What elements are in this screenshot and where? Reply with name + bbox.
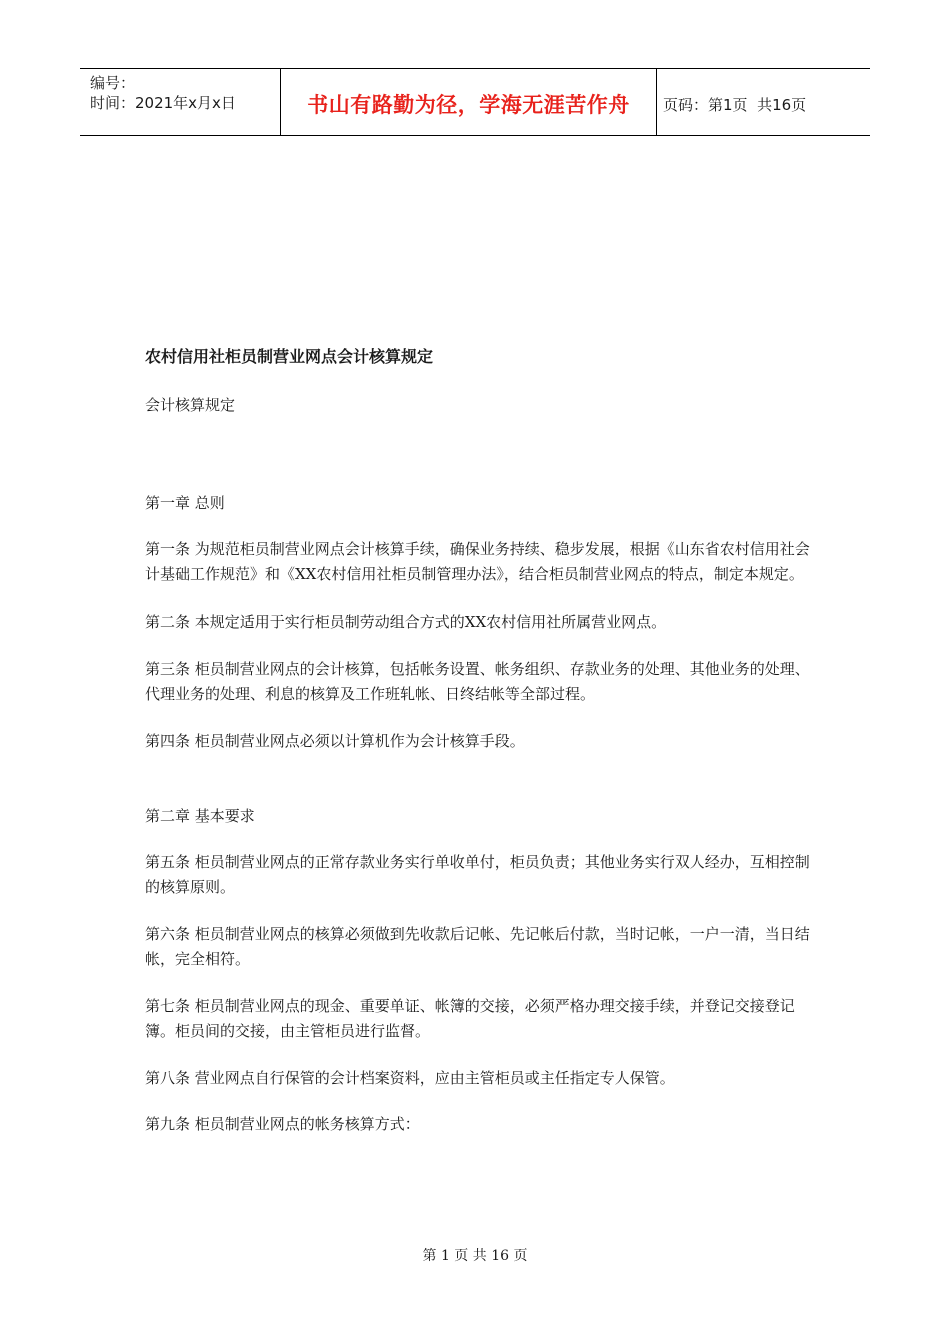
header-table bbox=[80, 68, 870, 136]
document-subtitle: 会计核算规定 bbox=[145, 396, 236, 414]
page-footer: 第 1 页 共 16 页 bbox=[422, 1248, 528, 1264]
article-paragraph: 第二条 本规定适用于实行柜员制劳动组合方式的XX农村信用社所属营业网点。 bbox=[145, 613, 667, 631]
chapter-heading: 第二章 基本要求 bbox=[145, 807, 255, 825]
article-paragraph: 第一条 为规范柜员制营业网点会计核算手续，确保业务持续、稳步发展，根据《山东省农村信用社会计基础工作规范》和《XX农村信用社柜员制管理办法》，结合柜员制营业网点的特点，制定本规定。 bbox=[145, 540, 810, 583]
article-paragraph: 第五条 柜员制营业网点的正常存款业务实行单收单付，柜员负责；其他业务实行双人经办，互相控制的核算原则。 bbox=[145, 853, 810, 896]
article-paragraph: 第四条 柜员制营业网点必须以计算机作为会计核算手段。 bbox=[145, 732, 525, 750]
article-paragraph: 第六条 柜员制营业网点的核算必须做到先收款后记帐、先记帐后付款，当时记帐，一户一清，当日结帐，完全相符。 bbox=[145, 925, 810, 968]
number-label: 编号： bbox=[90, 74, 136, 92]
article-paragraph: 第七条 柜员制营业网点的现金、重要单证、帐簿的交接，必须严格办理交接手续，并登记交接登记簿。柜员间的交接，由主管柜员进行监督。 bbox=[145, 997, 795, 1040]
header-motto-cell bbox=[281, 69, 657, 135]
time-label: 时间：2021年x月x日 bbox=[90, 94, 236, 112]
header-page-cell bbox=[657, 69, 870, 135]
header-meta-cell bbox=[80, 69, 281, 135]
chapter-heading: 第一章 总则 bbox=[145, 494, 225, 512]
article-paragraph: 第三条 柜员制营业网点的会计核算，包括帐务设置、帐务组织、存款业务的处理、其他业务的处理、代理业务的处理、利息的核算及工作班轧帐、日终结帐等全部过程。 bbox=[145, 660, 810, 703]
document-body bbox=[145, 343, 815, 1137]
article-paragraph: 第九条 柜员制营业网点的帐务核算方式： bbox=[145, 1115, 420, 1133]
document-title: 农村信用社柜员制营业网点会计核算规定 bbox=[145, 347, 434, 366]
article-paragraph: 第八条 营业网点自行保管的会计档案资料，应由主管柜员或主任指定专人保管。 bbox=[145, 1069, 675, 1087]
page-info: 页码：第1页 共16页 bbox=[663, 95, 807, 114]
motto-text: 书山有路勤为径，学海无涯苦作舟 bbox=[307, 93, 630, 117]
